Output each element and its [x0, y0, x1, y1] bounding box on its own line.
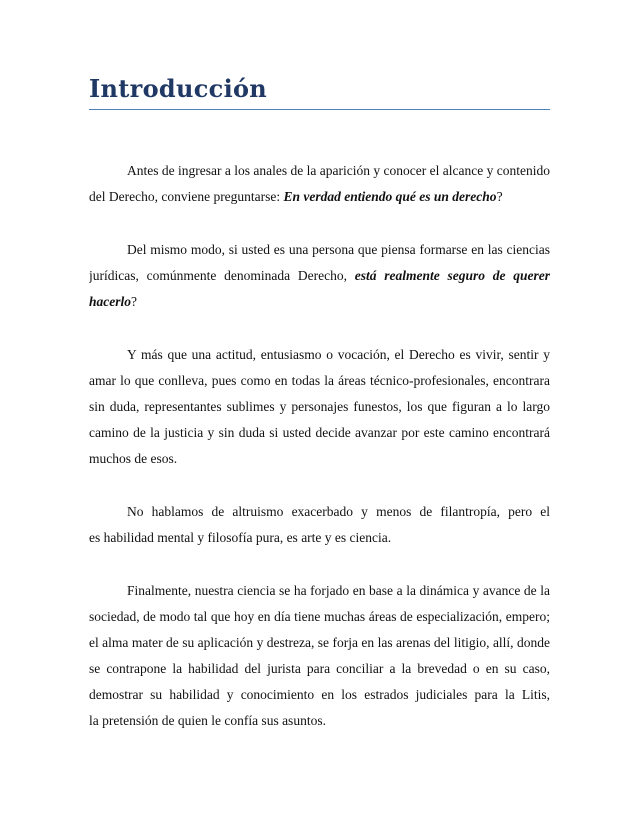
- document-title: Introducción: [89, 74, 268, 103]
- title-underline: [89, 109, 550, 110]
- text-run: ?: [131, 294, 137, 309]
- paragraph-line: Y más que una actitud, entusiasmo o vocación, el Derecho es vivir, sentir y: [127, 347, 550, 362]
- paragraph-line: [89, 289, 550, 315]
- emphasis-text: hacerlo: [89, 294, 131, 309]
- document-body: [89, 158, 550, 761]
- paragraph-line: es habilidad mental y filosofía pura, es arte y es ciencia.: [89, 530, 392, 545]
- paragraph-line: Del mismo modo, si usted es una persona que piensa formarse en las ciencias: [127, 242, 550, 257]
- paragraph-line: [89, 184, 550, 210]
- paragraph-3: [89, 342, 550, 472]
- paragraph-5: [89, 578, 550, 734]
- paragraph-line: muchos de esos.: [89, 451, 178, 466]
- paragraph-line: [89, 263, 550, 289]
- paragraph-line: No hablamos de altruismo exacerbado y menos de filantropía, pero el: [127, 504, 550, 519]
- paragraph-line: Antes de ingresar a los anales de la aparición y conocer el alcance y contenido: [127, 163, 550, 178]
- text-run: del Derecho, conviene preguntarse:: [89, 189, 284, 204]
- paragraph-line: el alma mater de su aplicación y destreza, se forja en las arenas del litigio, allí, donde: [89, 635, 550, 650]
- paragraph-4: [89, 499, 550, 551]
- emphasis-text: En verdad entiendo qué es un derecho: [283, 189, 497, 204]
- paragraph-line: camino de la justicia y sin duda si usted decide avanzar por este camino encontrará: [89, 425, 550, 440]
- paragraph-line: se contrapone la habilidad del jurista para conciliar a la brevedad o en su caso,: [89, 661, 550, 676]
- paragraph-line: sin duda, representantes sublimes y personajes funestos, los que figuran a lo largo: [89, 399, 550, 414]
- paragraph-1: [89, 158, 550, 210]
- paragraph-line: amar lo que conlleva, pues como en todas la áreas técnico-profesionales, encontrara: [89, 373, 550, 388]
- text-run: jurídicas, comúnmente denominada Derecho,: [89, 268, 355, 283]
- emphasis-text: está realmente seguro de querer: [354, 268, 550, 283]
- paragraph-line: demostrar su habilidad y conocimiento en los estrados judiciales para la Litis,: [89, 687, 550, 702]
- paragraph-2: [89, 237, 550, 315]
- paragraph-line: sociedad, de modo tal que hoy en día tiene muchas áreas de especialización, empero;: [89, 609, 550, 624]
- paragraph-line: la pretensión de quien le confía sus asuntos.: [89, 713, 326, 728]
- paragraph-line: Finalmente, nuestra ciencia se ha forjado en base a la dinámica y avance de la: [127, 583, 550, 598]
- text-run: ?: [496, 189, 503, 204]
